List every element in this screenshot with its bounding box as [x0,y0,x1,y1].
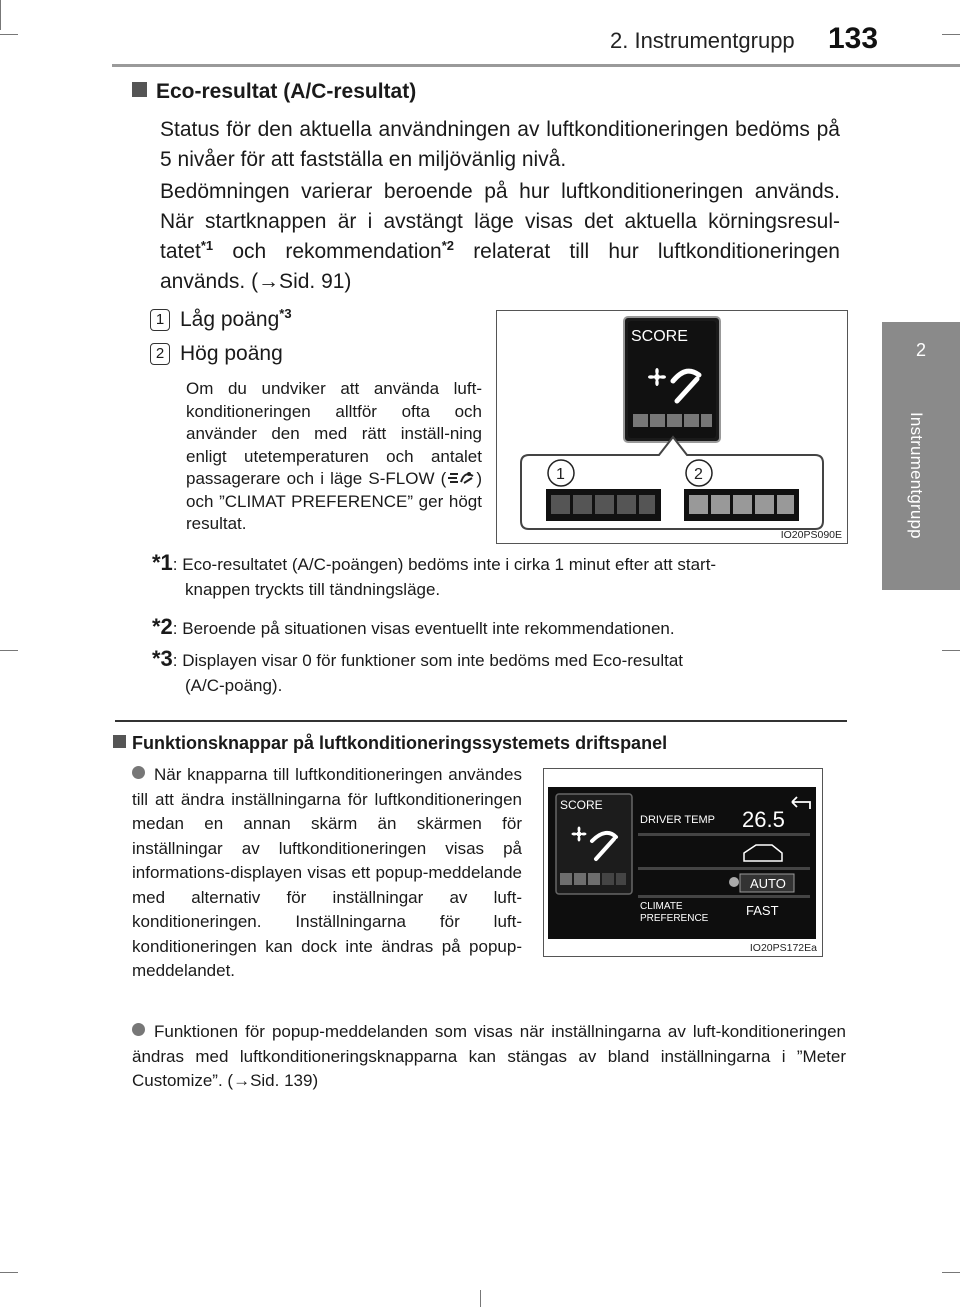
section-heading-text: Funktionsknappar på luftkonditioneringssystemets driftspanel [132,733,668,753]
section-divider [115,720,847,722]
list-item [150,342,283,366]
climate-label: CLIMATE [640,901,683,912]
footnote-text: : Eco-resultatet (A/C-poängen) bedöms inte i cirka 1 minut efter att start- [172,555,717,574]
temp-value: 26.5 [742,807,785,832]
callout-2: 2 [694,466,703,483]
bullet-item [132,1020,846,1094]
driver-temp-label: DRIVER TEMP [640,814,715,826]
item-description [186,378,482,536]
footnote-text: : Displayen visar 0 för funktioner som inte bedöms med Eco-resultat [172,651,684,670]
eco-score-illustration [497,311,847,543]
section-heading [132,80,416,104]
chapter-tab-label: Instrumentgrupp [907,412,926,539]
section-heading [113,733,667,754]
round-bullet-icon [132,766,145,779]
square-bullet-icon [132,82,147,97]
text-run: relaterat till hur luftkonditioneringen används. (→Sid. 91) [160,240,840,293]
preference-label: PREFERENCE [640,913,709,924]
ac-popup-screen [544,769,822,956]
item-label: Hög poäng [180,342,283,365]
header-rule [112,64,960,67]
square-bullet-icon [113,735,126,748]
item-number: 2 [150,343,170,365]
popup-score-label: SCORE [560,798,603,812]
footnote-mark [152,550,173,575]
callout-1: 1 [556,466,565,483]
footnote-ref: *3 [279,306,292,321]
footnote-text: knappen tryckts till tändningsläge. [185,580,441,599]
s-flow-fan-icon [729,877,739,887]
crop-mark [480,1290,481,1307]
section-heading-text: Eco-resultat (A/C-resultat) [156,80,417,103]
bullet-text: När knapparna till luftkonditioneringen användes till att ändra inställningarna för luftkonditioneringen medan en annan skärm än skärmen för inställningar av luftkonditioneringen visas på informations-displayen visas ett popup-meddelande med alternativ för inställningar av luft-konditioneringen. Inställningarna för luft-konditioneringen kan dock inte ändras på popup-meddelandet. [132,765,522,980]
footnote-mark-text: *3 [152,646,173,671]
crop-mark [0,34,18,35]
bullet-item [132,763,522,984]
text-run: och rekommendation [213,240,442,263]
footnote-mark-text: *1 [152,550,173,575]
text-run: Bedömningen varierar beroende på hur luftkonditioneringen används. När startknappen är i avstängt läge visas det aktuella körningsresul-tatet [160,180,840,263]
crop-mark [0,650,18,651]
fast-label: FAST [746,903,779,918]
running-header: 2. Instrumentgrupp [610,28,795,53]
footnote-mark [152,614,173,639]
round-bullet-icon [132,1023,145,1036]
crop-mark [0,1272,18,1273]
paragraph: Status för den aktuella användningen av luftkonditioneringen bedöms på 5 nivåer för att fastställa en miljövänlig nivå. [160,118,840,171]
figure-eco-score [496,310,848,544]
crop-mark [942,1272,960,1273]
bullet-text: Funktionen för popup-meddelanden som visas när inställningarna av luft-konditioneringen ändras med luftkonditioneringsknapparna kan stängas av bland inställningarna i ”Meter Customize”. (→Sid. 139) [132,1022,846,1090]
footnote-text: (A/C-poäng). [185,676,283,695]
s-flow-icon [446,470,476,486]
figure-caption: IO20PS090E [780,529,842,541]
screen-score-label: SCORE [631,328,688,345]
footnote [152,614,842,641]
footnote-text: : Beroende på situationen visas eventuellt inte rekommendationen. [172,619,675,638]
crop-mark [942,34,960,35]
text-run: ) och ”CLIMAT PREFERENCE” ger högt resultat. [186,469,482,533]
figure-ac-popup [543,768,823,957]
text-run: Om du undviker att använda luft-konditioneringen alltför ofta och använder den med rätt inställ-ning enligt utetemperaturen och antalet passagerare och i läge S-FLOW ( [186,379,482,488]
page-number: 133 [828,22,879,55]
popup-score-blocks [560,873,626,885]
crop-mark [942,650,960,651]
crop-mark [0,0,1,30]
footnote-ref: *1 [200,238,214,253]
list-item [150,306,292,332]
chapter-tab-number: 2 [915,340,926,360]
low-score-bar [546,489,661,521]
footnote [152,646,842,698]
footnote-mark-text: *2 [152,614,173,639]
paragraph [160,177,840,297]
footnote-mark [152,646,173,671]
figure-caption: IO20PS172Ea [749,942,817,954]
item-number: 1 [150,309,170,331]
auto-label: AUTO [750,876,786,891]
item-label: Låg poäng [180,308,280,331]
footnote-ref: *2 [441,238,455,253]
high-score-bar [684,489,799,521]
footnote [152,550,842,602]
